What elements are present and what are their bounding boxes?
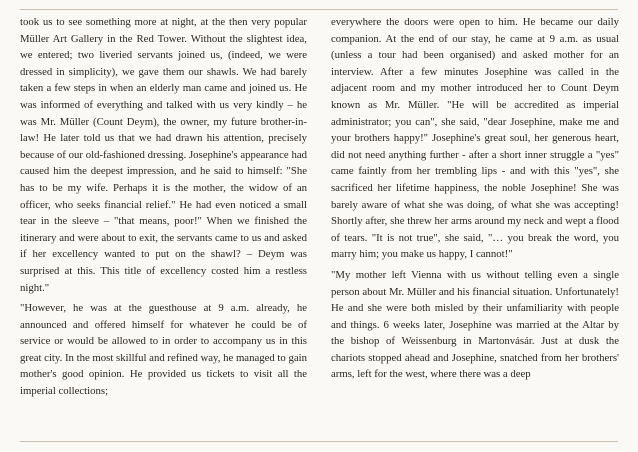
top-rule	[20, 9, 618, 10]
right-paragraph-1: everywhere the doors were open to him. He became our daily companion. At the end of our stay, he came at 9 a.m. as usual (unless a tour had been organised) and asked mother for an interview. After a few minutes Josephine was called in the adjacent room and my mother introduced her to Count Deym known as Mr. Müller. "He will be accredited as imperial administrator; you can", she said, "dear Josephine, make me and your brothers happy!" Josephine's great soul, her generous heart, did not need anything further - after a short inner struggle a "yes" came faintly from her trembling lips - and with this "yes", she sacrificed her lifetime happiness, the noble Josephine! She was barely aware of what she was doing, of what she was accepting! Shortly after, she threw her arms around my neck and wept a flood of tears. "It is not true", she said, "… you break the word, you marry him; you make us happy, I cannot!"	[331, 16, 619, 261]
left-column	[20, 14, 307, 400]
left-paragraph-2: "However, he was at the guesthouse at 9 a.m. already, he announced and offered himself for whatever he could be of service or would be allowed to in order to accompany us in this great city. In the most skillful and refined way, he managed to gain mother's good opinion. He provided us tickets to visit all the imperial collections;	[20, 302, 307, 398]
right-column	[331, 14, 619, 383]
bottom-rule	[20, 441, 618, 442]
left-paragraph-1: took us to see something more at night, at the then very popular Müller Art Gallery in the Red Tower. Without the slightest idea, we entered; two liveried servants joined us, (indeed, we were dressed in simplicity), we gave them our shawls. We had barely taken a few steps in when an elderly man came and joined us. He was informed of everything and talked with us very kindly – he was Mr. Müller (Count Deym), the owner, my future brother-in-law! He later told us that we had drawn his attention, precisely because of our old-fashioned dressing. Josephine's appearance had caused him the deepest impression, and he said to himself: "She has to be my wife. Perhaps it is the mother, the widow of an officer, who seeks financial relief." He had even noticed a small tear in the sleeve – "that means, poor!" When we finished the itinerary and were about to exit, the servants came to us and asked if her excellency wanted to put on the shawl? – Deym was surprised at this. This title of excellency costed him a restless night."	[20, 16, 307, 294]
right-paragraph-2: "My mother left Vienna with us without telling even a single person about Mr. Müller and his financial situation. Unfortunately! He and she were both misled by their unfamiliarity with people and things. 6 weeks later, Josephine was married at the Altar by the bishop of Weissenburg in Martonvásár. Just at dusk the chariots stopped ahead and Josephine, snatched from her brothers' arms, left for the west, where there was a deep	[331, 268, 619, 381]
